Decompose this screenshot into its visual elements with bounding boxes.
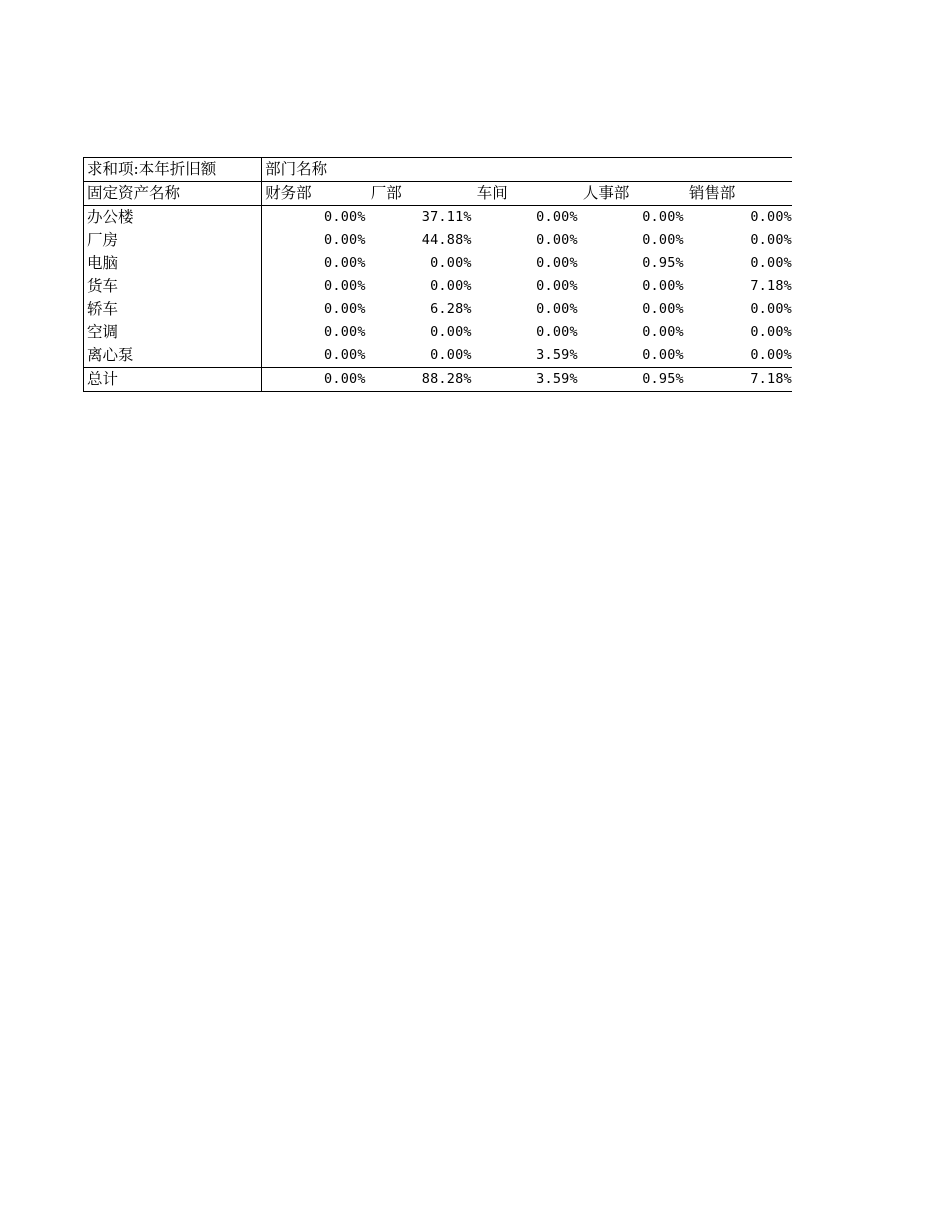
header-filler-cell [580,158,686,182]
value-cell[interactable]: 6.28% [430,301,472,317]
value-cell[interactable]: 7.18% [750,278,792,294]
header-filler-cell [686,158,792,182]
value-cell[interactable]: 0.00% [536,232,578,248]
table-row [84,298,793,321]
pivot-row-field-label[interactable]: 固定资产名称 [84,182,262,206]
value-cell[interactable]: 0.00% [642,324,684,340]
grand-total-label[interactable]: 总计 [84,368,262,392]
column-label-factory-dept[interactable]: 厂部 [368,182,474,206]
value-cell[interactable]: 0.95% [642,255,684,271]
value-cell[interactable]: 0.00% [642,232,684,248]
grand-total-row [84,368,793,392]
value-cell[interactable]: 0.00% [430,255,472,271]
value-cell[interactable]: 0.00% [324,209,366,225]
row-label[interactable]: 电脑 [84,252,262,275]
grand-total-value[interactable]: 0.00% [262,368,368,392]
value-cell[interactable]: 0.00% [430,347,472,363]
column-label-hr[interactable]: 人事部 [580,182,686,206]
column-label-finance[interactable]: 财务部 [262,182,368,206]
row-label[interactable]: 轿车 [84,298,262,321]
value-cell[interactable]: 0.00% [642,347,684,363]
table-row [84,206,793,230]
value-cell[interactable]: 3.59% [536,347,578,363]
row-label[interactable]: 离心泵 [84,344,262,368]
value-cell[interactable]: 0.00% [750,232,792,248]
pivot-table [83,157,792,392]
value-cell[interactable]: 0.00% [642,278,684,294]
pivot-column-field-label[interactable]: 部门名称 [262,158,368,182]
row-label[interactable]: 货车 [84,275,262,298]
value-cell[interactable]: 37.11% [421,209,472,225]
grand-total-value[interactable]: 88.28% [368,368,474,392]
row-label[interactable]: 办公楼 [84,206,262,230]
header-filler-cell [368,158,474,182]
pivot-column-labels-row [84,182,793,206]
value-cell[interactable]: 0.00% [430,324,472,340]
grand-total-value[interactable]: 0.95% [580,368,686,392]
pivot-data-field-label[interactable]: 求和项:本年折旧额 [84,158,262,182]
value-cell[interactable]: 0.00% [750,347,792,363]
value-cell[interactable]: 0.00% [324,255,366,271]
value-cell[interactable]: 44.88% [421,232,472,248]
value-cell[interactable]: 0.00% [750,209,792,225]
value-cell[interactable]: 0.00% [536,278,578,294]
value-cell[interactable]: 0.00% [324,232,366,248]
value-cell[interactable]: 0.00% [536,324,578,340]
pivot-header-row [84,158,793,182]
value-cell[interactable]: 0.00% [642,209,684,225]
value-cell[interactable]: 0.00% [536,301,578,317]
row-label[interactable]: 厂房 [84,229,262,252]
value-cell[interactable]: 0.00% [536,255,578,271]
value-cell[interactable]: 0.00% [324,301,366,317]
grand-total-value[interactable]: 7.18% [686,368,792,392]
column-label-sales[interactable]: 销售部 [686,182,792,206]
value-cell[interactable]: 0.00% [642,301,684,317]
value-cell[interactable]: 0.00% [750,301,792,317]
table-row [84,229,793,252]
table-row [84,344,793,368]
column-label-workshop[interactable]: 车间 [474,182,580,206]
value-cell[interactable]: 0.00% [430,278,472,294]
header-filler-cell [474,158,580,182]
row-label[interactable]: 空调 [84,321,262,344]
value-cell[interactable]: 0.00% [536,209,578,225]
table-row [84,252,793,275]
value-cell[interactable]: 0.00% [324,278,366,294]
grand-total-value[interactable]: 3.59% [474,368,580,392]
value-cell[interactable]: 0.00% [750,324,792,340]
value-cell[interactable]: 0.00% [324,324,366,340]
table-row [84,321,793,344]
value-cell[interactable]: 0.00% [750,255,792,271]
value-cell[interactable]: 0.00% [324,347,366,363]
table-row [84,275,793,298]
